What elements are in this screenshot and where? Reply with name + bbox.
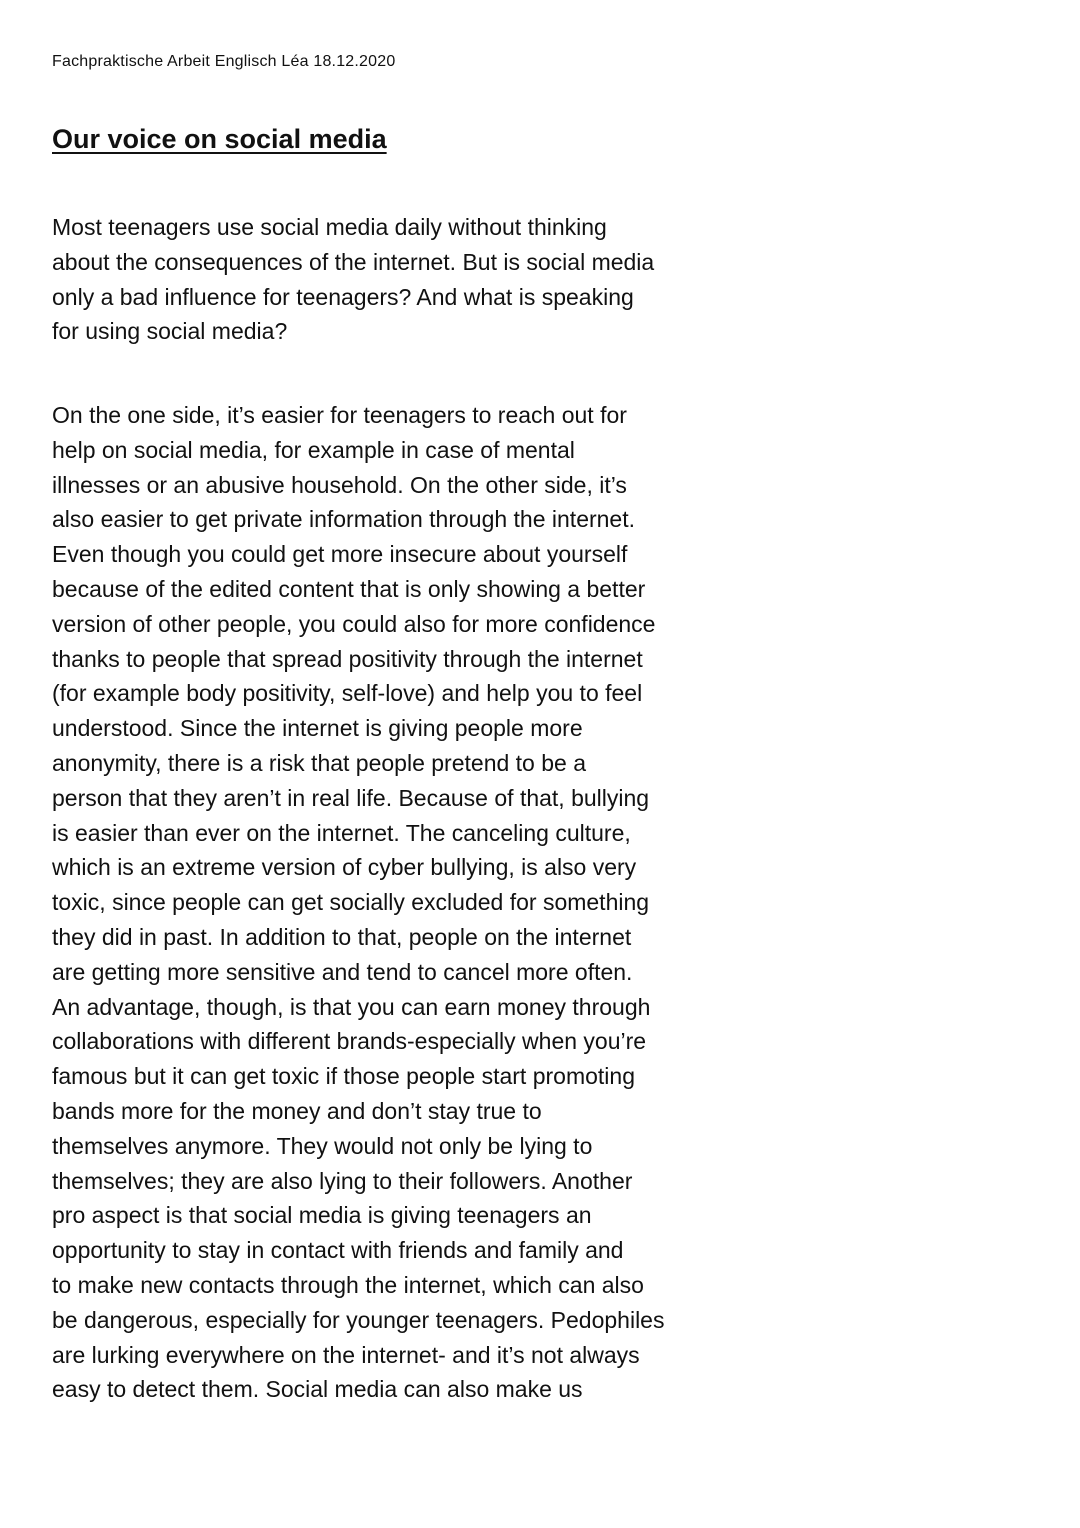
text-line: collaborations with different brands-especially when you’re bbox=[52, 1028, 647, 1055]
text-line: toxic, since people can get socially excluded for something bbox=[52, 889, 650, 916]
text-line: help on social media, for example in case of mental bbox=[52, 436, 575, 463]
text-line: Most teenagers use social media daily without thinking bbox=[52, 214, 607, 240]
text-line: (for example body positivity, self-love) and help you to feel bbox=[52, 680, 643, 707]
text-line: be dangerous, especially for younger teenagers. Pedophiles bbox=[52, 1306, 665, 1333]
text-line: pro aspect is that social media is giving teenagers an bbox=[52, 1202, 592, 1229]
text-line: themselves anymore. They would not only be lying to bbox=[52, 1132, 593, 1159]
text-line: version of other people, you could also for more confidence bbox=[52, 610, 656, 637]
text-line: are getting more sensitive and tend to cancel more often. bbox=[52, 958, 633, 985]
text-line: On the one side, it’s easier for teenagers to reach out for bbox=[52, 402, 627, 428]
document-title: Our voice on social media bbox=[52, 124, 387, 154]
text-line: bands more for the money and don’t stay true to bbox=[52, 1097, 542, 1124]
text-line: famous but it can get toxic if those people start promoting bbox=[52, 1063, 635, 1090]
text-line: is easier than ever on the internet. The canceling culture, bbox=[52, 819, 631, 846]
text-line: An advantage, though, is that you can earn money through bbox=[52, 993, 651, 1020]
paragraph-body bbox=[52, 398, 664, 1407]
text-line: because of the edited content that is only showing a better bbox=[52, 575, 646, 602]
text-line: easy to detect them. Social media can also make us bbox=[52, 1376, 583, 1403]
text-line: are lurking everywhere on the internet- and it’s not always bbox=[52, 1341, 640, 1368]
text-line: opportunity to stay in contact with friends and family and bbox=[52, 1237, 624, 1264]
text-line: for using social media? bbox=[52, 318, 288, 345]
text-line: which is an extreme version of cyber bullying, is also very bbox=[52, 854, 637, 881]
text-line: thanks to people that spread positivity through the internet bbox=[52, 645, 643, 672]
text-line: themselves; they are also lying to their followers. Another bbox=[52, 1167, 633, 1194]
text-line: understood. Since the internet is giving people more bbox=[52, 715, 583, 742]
text-line: only a bad influence for teenagers? And what is speaking bbox=[52, 283, 634, 310]
paragraph-intro bbox=[52, 210, 654, 349]
text-line: also easier to get private information through the internet. bbox=[52, 506, 636, 533]
text-line: illnesses or an abusive household. On the other side, it’s bbox=[52, 471, 627, 498]
text-line: person that they aren’t in real life. Because of that, bullying bbox=[52, 784, 650, 811]
text-line: anonymity, there is a risk that people pretend to be a bbox=[52, 749, 586, 776]
document-header: Fachpraktische Arbeit Englisch Léa 18.12.2020 bbox=[52, 53, 396, 70]
text-line: Even though you could get more insecure about yourself bbox=[52, 541, 628, 568]
text-line: to make new contacts through the internet, which can also bbox=[52, 1271, 644, 1298]
text-line: about the consequences of the internet. But is social media bbox=[52, 248, 655, 275]
text-line: they did in past. In addition to that, people on the internet bbox=[52, 923, 632, 950]
